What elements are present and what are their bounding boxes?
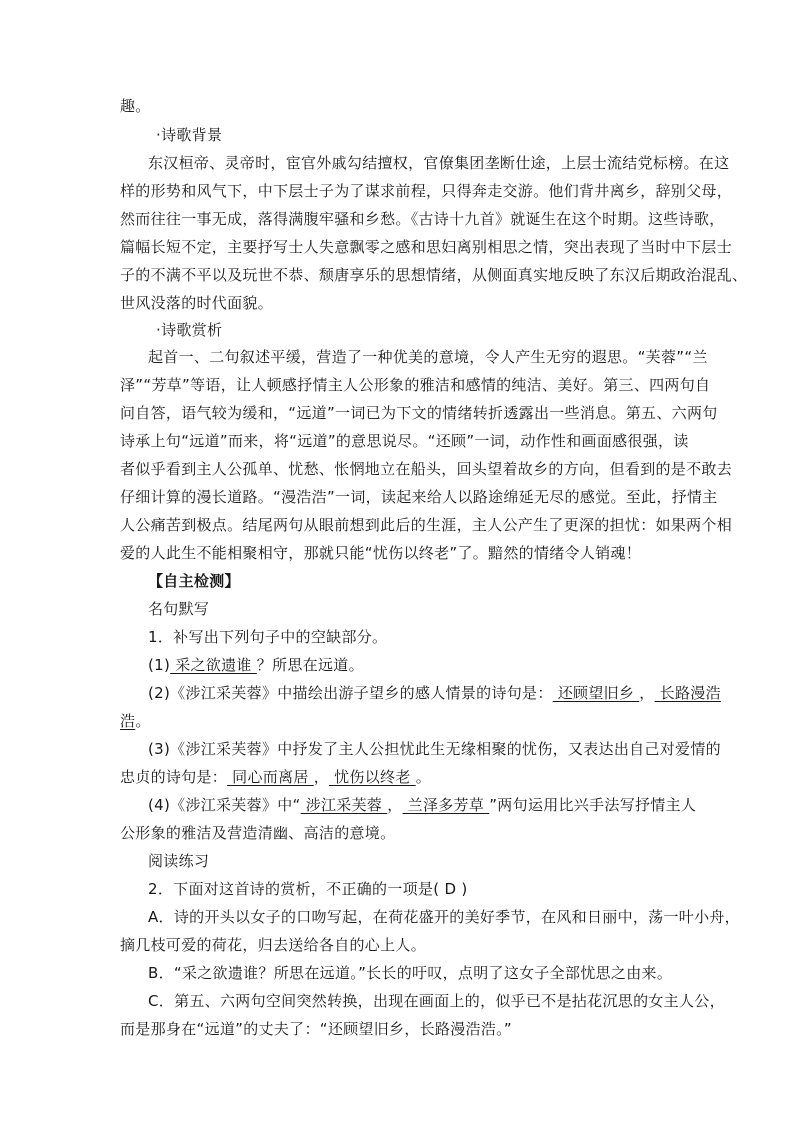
part-label: (1) bbox=[148, 656, 171, 674]
text-line: 仔细计算的漫长道路。“漫浩浩”一词，读起来给人以路途绵延无尽的感觉。至此，抒情主 bbox=[120, 488, 718, 506]
option-c-cont: 而是那身在“远道”的丈夫了：“还顾望旧乡，长路漫浩浩。” bbox=[120, 1020, 512, 1038]
text-line: 趣。 bbox=[120, 97, 151, 115]
text-span: ”两句运用比兴手法写抒情主人 bbox=[489, 796, 697, 814]
text-span: ？所思在远道。 bbox=[256, 656, 364, 674]
section-heading-appreciation: ·诗歌赏析 bbox=[156, 321, 223, 339]
text-line: 子的不满不平以及玩世不恭、颓唐享乐的思想情绪，从侧面真实地反映了东汉后期政治混乱、 bbox=[120, 266, 748, 284]
text-line: 世风没落的时代面貌。 bbox=[120, 294, 274, 312]
answer-blank: 采之欲遗谁 bbox=[170, 656, 257, 674]
question-1-part-1 bbox=[148, 655, 364, 675]
question-1-part-4-cont: 公形象的雅洁及营造清幽、高洁的意境。 bbox=[120, 824, 396, 842]
text-span: 。 bbox=[135, 712, 151, 730]
text-line: 诗承上句“远道”而来，将“远道”的意思说尽。“还顾”一词，动作性和画面感很强，读 bbox=[120, 432, 689, 450]
question-1-part-3: (3)《涉江采芙蓉》中抒发了主人公担忧此生无缘相聚的忧伤，又表达出自己对爱情的 bbox=[148, 740, 721, 758]
question-1-part-4 bbox=[148, 795, 696, 815]
text-line: 样的形势和风气下，中下层士子为了谋求前程，只得奔走交游。他们背井离乡，辞别父母， bbox=[120, 182, 733, 200]
question-1-part-2 bbox=[148, 683, 721, 703]
answer-blank: 同心而离居 bbox=[227, 768, 314, 786]
subsection-heading: 阅读练习 bbox=[148, 852, 210, 870]
answer-blank: 涉江采芙蓉 bbox=[300, 796, 388, 814]
question-1-part-2-cont bbox=[120, 711, 151, 731]
question-1-part-3-cont bbox=[120, 767, 431, 787]
text-line: 起首一、二句叙述平缓，营造了一种优美的意境，令人产生无穷的遐思。“芙蓉”“兰 bbox=[148, 348, 708, 366]
text-line: 爱的人此生不能相聚相守，那就只能“忧伤以终老”了。黯然的情绪令人销魂！ bbox=[120, 544, 642, 562]
answer-blank: 还顾望旧乡 bbox=[552, 684, 640, 702]
text-span: ， bbox=[313, 768, 330, 786]
option-a: A．诗的开头以女子的口吻写起，在荷花盛开的美好季节，在风和日丽中，荡一叶小舟， bbox=[148, 908, 740, 926]
text-span: ， bbox=[639, 684, 655, 702]
answer-blank: 长路漫浩 bbox=[654, 684, 721, 702]
section-heading-self-test: 【自主检测】 bbox=[148, 572, 240, 590]
text-span: 。 bbox=[415, 768, 432, 786]
subsection-heading: 名句默写 bbox=[148, 600, 210, 618]
question-1: 1．补写出下列句子中的空缺部分。 bbox=[148, 628, 388, 646]
answer-blank: 浩 bbox=[120, 712, 136, 730]
question-2: 2．下面对这首诗的赏析，不正确的一项是( D ) bbox=[148, 880, 468, 898]
text-span: (4)《涉江采芙蓉》中“ bbox=[148, 796, 301, 814]
text-line: 篇幅长短不定，主要抒写士人失意飘零之感和思妇离别相思之情，突出表现了当时中下层士 bbox=[120, 238, 733, 256]
text-line: 泽”“芳草”等语，让人顿感抒情主人公形象的雅洁和感情的纯洁、美好。第三、四两句自 bbox=[120, 376, 711, 394]
text-span: ， bbox=[387, 796, 403, 814]
text-line: 人公痛苦到极点。结尾两句从眼前想到此后的生涯，主人公产生了更深的担忧：如果两个相 bbox=[120, 516, 733, 534]
text-line: 者似乎看到主人公孤单、忧愁、怅惘地立在船头，回头望着故乡的方向，但看到的是不敢去 bbox=[120, 460, 733, 478]
text-line: 东汉桓帝、灵帝时，宦官外戚勾结擅权，官僚集团垄断仕途，上层士流结党标榜。在这 bbox=[148, 154, 730, 172]
option-c: C．第五、六两句空间突然转换，出现在画面上的，似乎已不是拈花沉思的女主人公， bbox=[148, 992, 725, 1010]
option-b: B．“采之欲遗谁？所思在远道。”长长的吁叹，点明了这女子全部忧思之由来。 bbox=[148, 964, 673, 982]
text-span: 忠贞的诗句是： bbox=[120, 768, 228, 786]
text-line: 问自答，语气较为缓和，“远道”一词已为下文的情绪转折透露出一些消息。第五、六两句 bbox=[120, 404, 718, 422]
text-line: 然而往往一事无成，落得满腹牢骚和乡愁。《古诗十九首》就诞生在这个时期。这些诗歌， bbox=[120, 210, 725, 228]
section-heading-background: ·诗歌背景 bbox=[156, 126, 223, 144]
option-a-cont: 摘几枝可爱的荷花，归去送给各自的心上人。 bbox=[120, 936, 427, 954]
answer-blank: 兰泽多芳草 bbox=[402, 796, 490, 814]
answer-blank: 忧伤以终老 bbox=[329, 768, 416, 786]
text-span: (2)《涉江采芙蓉》中描绘出游子望乡的感人情景的诗句是： bbox=[148, 684, 553, 702]
